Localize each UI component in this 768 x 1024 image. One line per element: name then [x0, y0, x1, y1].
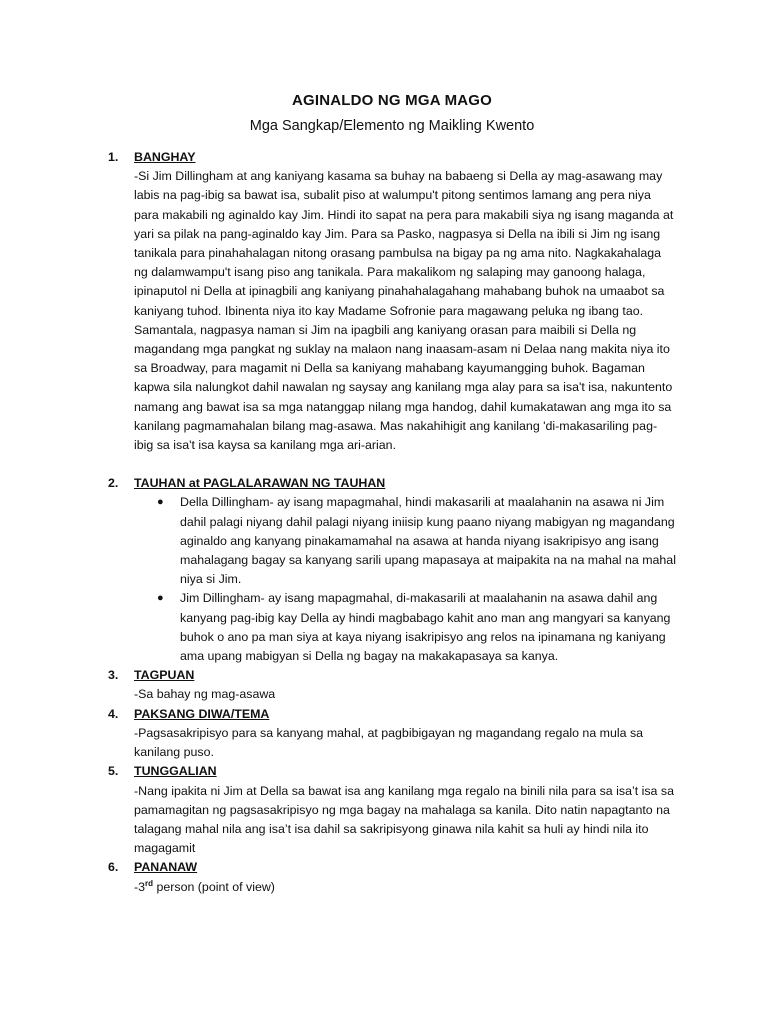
list-item-text: Jim Dillingham- ay isang mapagmahal, di-makasarili at maalahanin na asawa dahil ang kanyang pag-ibig kay Della ay hindi magbabago kahit ano man ang mangyari sa kanyang buhok o ano pa man siya at kaya niyang isakripisyo ang relos na ipinamana ng kaniyang ama upang mabigyan si Della ng bagay na makakapasaya sa kanya. — [180, 591, 671, 664]
bullet-icon: ● — [157, 496, 164, 509]
body-suffix: person (point of view) — [153, 879, 275, 894]
list-item — [157, 589, 676, 666]
section-body: -Sa bahay ng mag-asawa — [134, 687, 276, 702]
document-subtitle: Mga Sangkap/Elemento ng Maikling Kwento — [249, 118, 535, 134]
body-prefix: -3 — [134, 879, 146, 894]
section-heading: TAUHAN at PAGLALARAWAN NG TAUHAN — [134, 476, 386, 491]
section-number: 3. — [108, 668, 119, 683]
bullet-icon: ● — [157, 592, 164, 605]
character-list — [134, 493, 676, 666]
section-tauhan — [108, 474, 676, 666]
section-heading: TUNGGALIAN — [134, 764, 217, 779]
section-tema — [108, 705, 676, 763]
section-gap — [108, 455, 676, 474]
section-number: 6. — [108, 860, 119, 875]
section-body: -Pagsasakripisyo para sa kanyang mahal, at pagbibigayan ng magandang regalo na mula sa kanilang puso. — [134, 725, 644, 760]
section-number: 4. — [108, 706, 119, 721]
section-heading: PANANAW — [134, 860, 198, 875]
section-heading: TAGPUAN — [134, 668, 195, 683]
list-item-text: Della Dillingham- ay isang mapagmahal, hindi makasarili at maalahanin na asawa ni Jim dahil palagi niyang dahil palagi niyang iniisip kung paano niyang mabigyan ng magandang aginaldo ang kanyang pinakamamahal na asawa at handa niyang isakripisyo ang isang mahalagang bagay sa kanyang sarili upang mapasaya at maipakita na na mahal na mahal niya si Jim. — [180, 495, 676, 587]
section-banghay — [108, 148, 676, 455]
section-heading: BANGHAY — [134, 150, 196, 164]
section-number: 1. — [108, 150, 119, 164]
section-body — [134, 878, 676, 897]
section-heading: PAKSANG DIWA/TEMA — [134, 706, 270, 721]
section-number: 5. — [108, 764, 119, 779]
section-body: -Nang ipakita ni Jim at Della sa bawat isa ang kanilang mga regalo na binili nila para sa isa’t isa sa pamamagitan ng pagsasakripisyo ng mga bagay na mahalaga sa kanila. Dito natin napagtanto na talagang mahal nila ang isa’t isa dahil sa sakripisyong ginawa nila kahit sa huli ay hindi nila ito magagamit — [134, 783, 674, 856]
list-item — [157, 493, 676, 589]
document-title: AGINALDO NG MGA MAGO — [291, 92, 493, 109]
section-body: -Si Jim Dillingham at ang kaniyang kasama sa buhay na babaeng si Della ay mag-asawang may labis na pag-ibig sa bawat isa, subalit piso at walumpu't pitong sentimos lamang ang pera niya para makabili ng aginaldo kay Jim. Hindi ito sapat na pera para makabili siya ng isang maganda at yari sa pilak na pang-aginaldo kay Jim. Para sa Pasko, nagpasya si Della na ibili si Jim ng isang tanikala para pinahahalagan nitong orasang pambulsa na bigay pa ng ama nito. Nagkakahalaga ng dalamwampu't isang piso ang tanikala. Para makalikom ng salaping may ganoong halaga, ipinaputol ni Della at ipinagbili ang kaniyang pinahahalagahang mahabang buhok na umaabot sa kaniyang tuhod. Ibinenta niya ito kay Madame Sofronie para magawang peluka ng ibang tao. Samantala, nagpasya naman si Jim na ipagbili ang kaniyang orasan para maibili si Della ng magandang mga pangkat ng suklay na malaon nang inaasam-asam ni Delaa nang makita niya ito sa Broadway, para magamit ni Della sa kaniyang mahabang kayumangging buhok. Bagaman kapwa sila nalungkot dahil nawalan ng saysay ang kanilang mga alay para sa isa't isa, nakuntento namang ang bawat isa sa mga natanggap nilang mga handog, dahil kumakatawan ang mga ito sa kanilang pagmamahalan bilang mag-asawa. Mas nakahihigit ang kanilang 'di-makasariling pag-ibig sa isa't isa kaysa sa kanilang mga ari-arian. — [134, 169, 674, 453]
section-pananaw — [108, 858, 676, 896]
section-tunggalian — [108, 762, 676, 858]
section-number: 2. — [108, 476, 119, 491]
section-tagpuan — [108, 666, 676, 704]
ordinal-superscript: rd — [145, 878, 154, 888]
